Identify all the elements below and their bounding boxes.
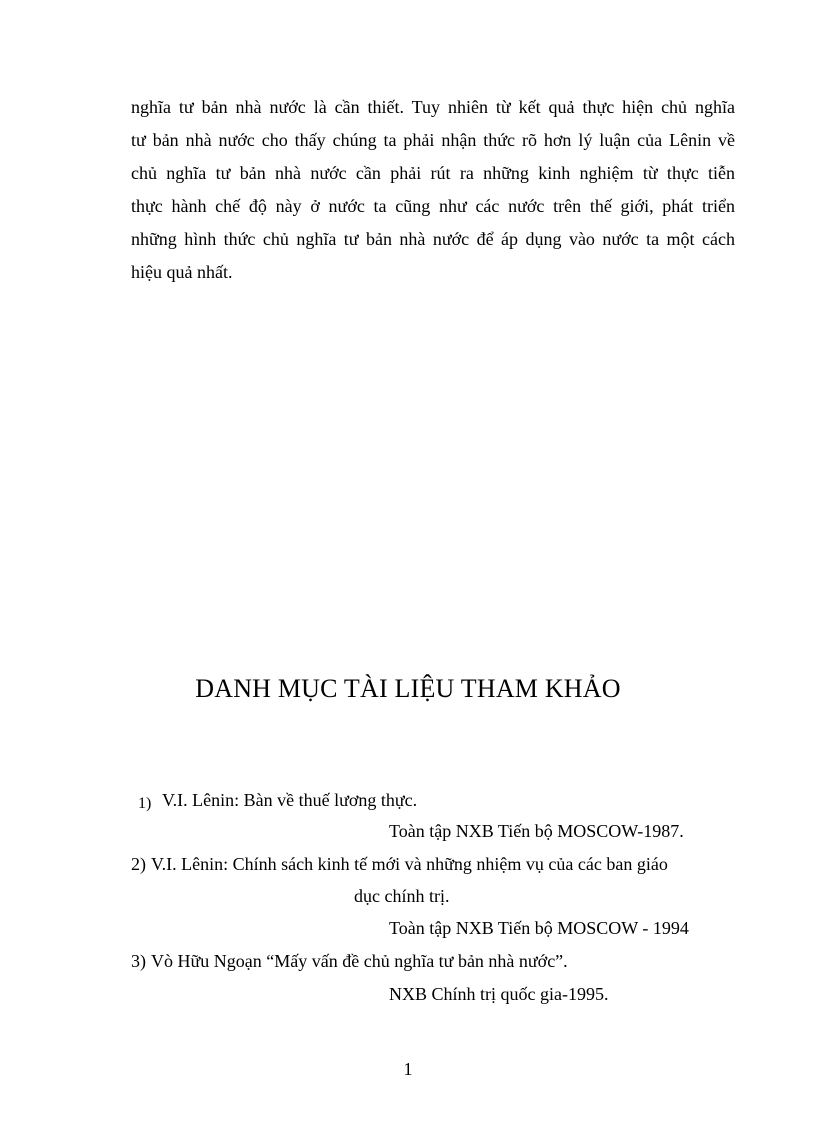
reference-number: 3) [131, 951, 146, 971]
reference-number: 2) [131, 854, 146, 874]
reference-text: V.I. Lênin: Chính sách kinh tế mới và những nhiệm vụ của các ban giáo [151, 854, 668, 874]
paragraph-line: hiệu quả nhất. [131, 262, 233, 282]
paragraph-line: thực hành chế độ này ở nước ta cũng như các nước trên thế giới, phát triển [131, 196, 735, 216]
paragraph-line: chủ nghĩa tư bản nhà nước cần phải rút ra những kinh nghiệm từ thực tiễn [131, 163, 735, 183]
references-heading: DANH MỤC TÀI LIỆU THAM KHẢO [195, 674, 621, 703]
paragraph-line: nghĩa tư bản nhà nước là cần thiết. Tuy nhiên từ kết quả thực hiện chủ nghĩa [131, 97, 735, 117]
reference-text: V.I. Lênin: Bàn về thuế lương thực. [162, 790, 418, 810]
paragraph-line: tư bản nhà nước cho thấy chúng ta phải nhận thức rõ hơn lý luận của Lênin về [131, 130, 735, 150]
reference-publisher: Toàn tập NXB Tiến bộ MOSCOW-1987. [389, 821, 684, 841]
reference-number: 1) [138, 795, 152, 812]
page-number: 1 [403, 1059, 413, 1079]
reference-text: Vò Hữu Ngoạn “Mấy vấn đề chủ nghĩa tư bản nhà nước”. [151, 951, 568, 971]
paragraph-line: những hình thức chủ nghĩa tư bản nhà nước để áp dụng vào nước ta một cách [131, 229, 735, 249]
reference-text-continued: dục chính trị. [354, 886, 450, 906]
reference-publisher: NXB Chính trị quốc gia-1995. [389, 984, 609, 1004]
reference-publisher: Toàn tập NXB Tiến bộ MOSCOW - 1994 [389, 918, 689, 938]
